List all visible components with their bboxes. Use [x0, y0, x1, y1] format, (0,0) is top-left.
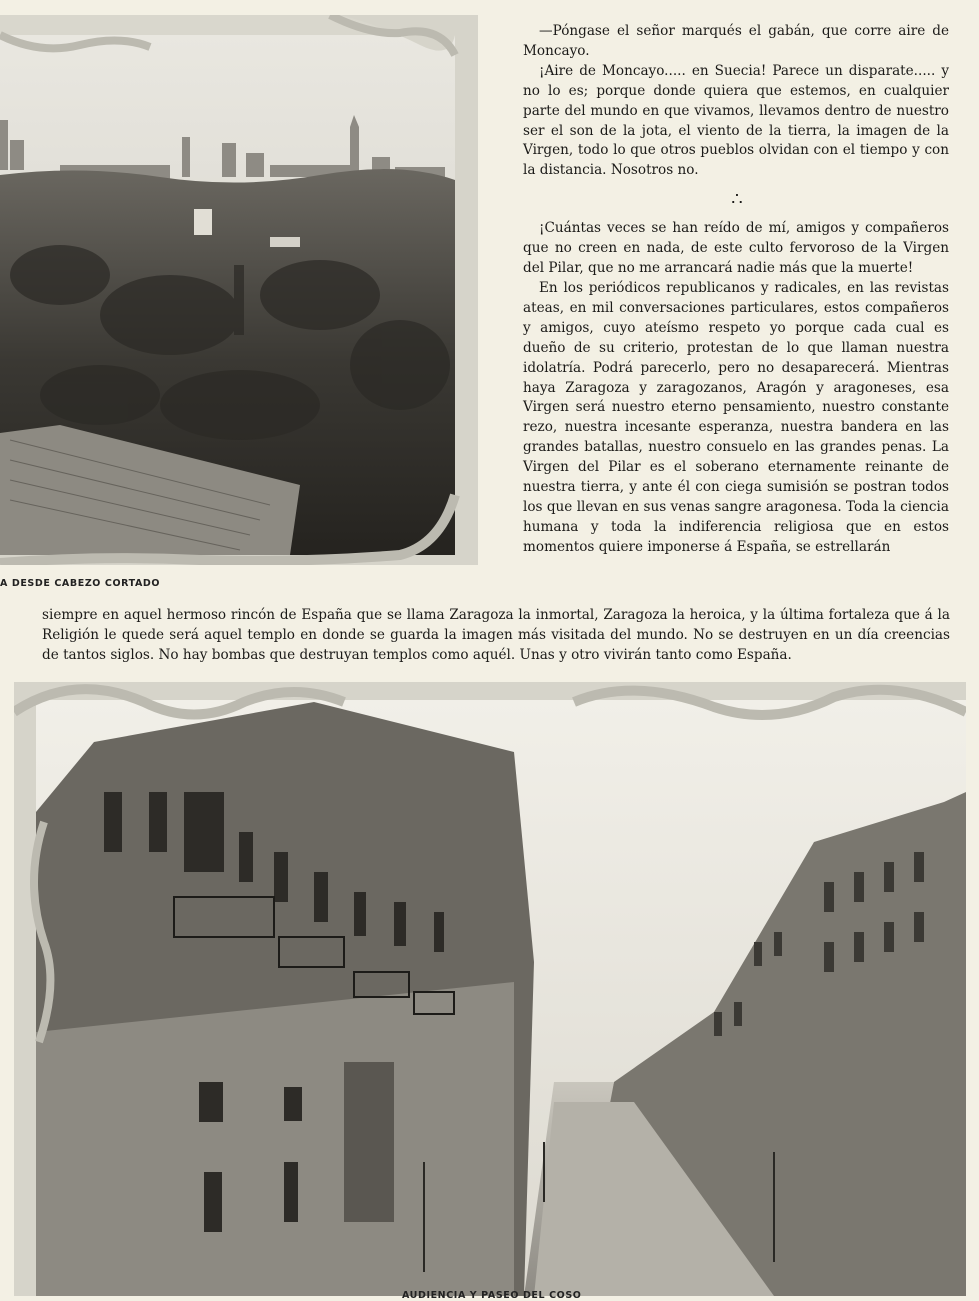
paragraph-dialogue: —Póngase el señor marqués el gabán, que corre aire de Moncayo. [523, 23, 949, 59]
street-photo [14, 682, 966, 1296]
paragraph-moncayo: ¡Aire de Moncayo..... en Suecia! Parece un disparate..... y no lo es; porque donde quiera que estemos, en cualquier parte del mundo en que vivamos, llevamos dentro de nuestro ser el son de la jota, el viento de la tierra, la imagen de la Virgen, todo lo que otros pueblos olvidan con el tiempo y con la distancia. Nosotros no. [523, 62, 949, 179]
street-photo-illustration [14, 682, 966, 1296]
panorama-photo [0, 15, 478, 565]
section-ornament: ∴ [731, 189, 741, 211]
panorama-caption: A DESDE CABEZO CORTADO [0, 578, 161, 589]
paragraph-virgen: ¡Cuántas veces se han reído de mí, amigos y compañeros que no creen en nada, de este culto fervoroso de la Virgen del Pilar, que no me arrancará nadie más que la muerte! [523, 220, 949, 277]
panorama-photo-illustration [0, 15, 478, 565]
street-caption: AUDIENCIA Y PASEO DEL COSO [402, 1290, 582, 1301]
paragraph-continuation: siempre en aquel hermoso rincón de España que se llama Zaragoza la inmortal, Zaragoza la heroica, y la última fortaleza que á la Religión le quede será aquel templo en donde se guarda la imagen más visitada del mundo. No se destruyen en un día creencias de tantos siglos. No hay bombas que destruyan templos como aquél. Unas y otro vivirán tanto como España. [42, 607, 950, 663]
text-column [523, 22, 949, 558]
paragraph-periodicos: En los periódicos republicanos y radicales, en las revistas ateas, en mil conversaciones particulares, estos compañeros y amigos, cuyo ateísmo respeto yo porque cada cual es dueño de su criterio, protestan de lo que llaman nuestra idolatría. Podrá parecerlo, pero no desaparecerá. Mientras haya Zaragoza y zaragozanos, Aragón y aragoneses, esa Virgen será nuestro eterno pensamiento, nuestro constante rezo, nuestra incesante esperanza, nuestra bandera en las grandes batallas, nuestro consuelo en las grandes penas. La Virgen del Pilar es el soberano eternamente reinante de nuestra tierra, y ante él con ciega sumisión se postran todos los que llevan en sus venas sangre aragonesa. Toda la ciencia humana y toda la indiferencia religiosa que en estos momentos quiere imponerse á España, se estrellarán [523, 279, 949, 555]
